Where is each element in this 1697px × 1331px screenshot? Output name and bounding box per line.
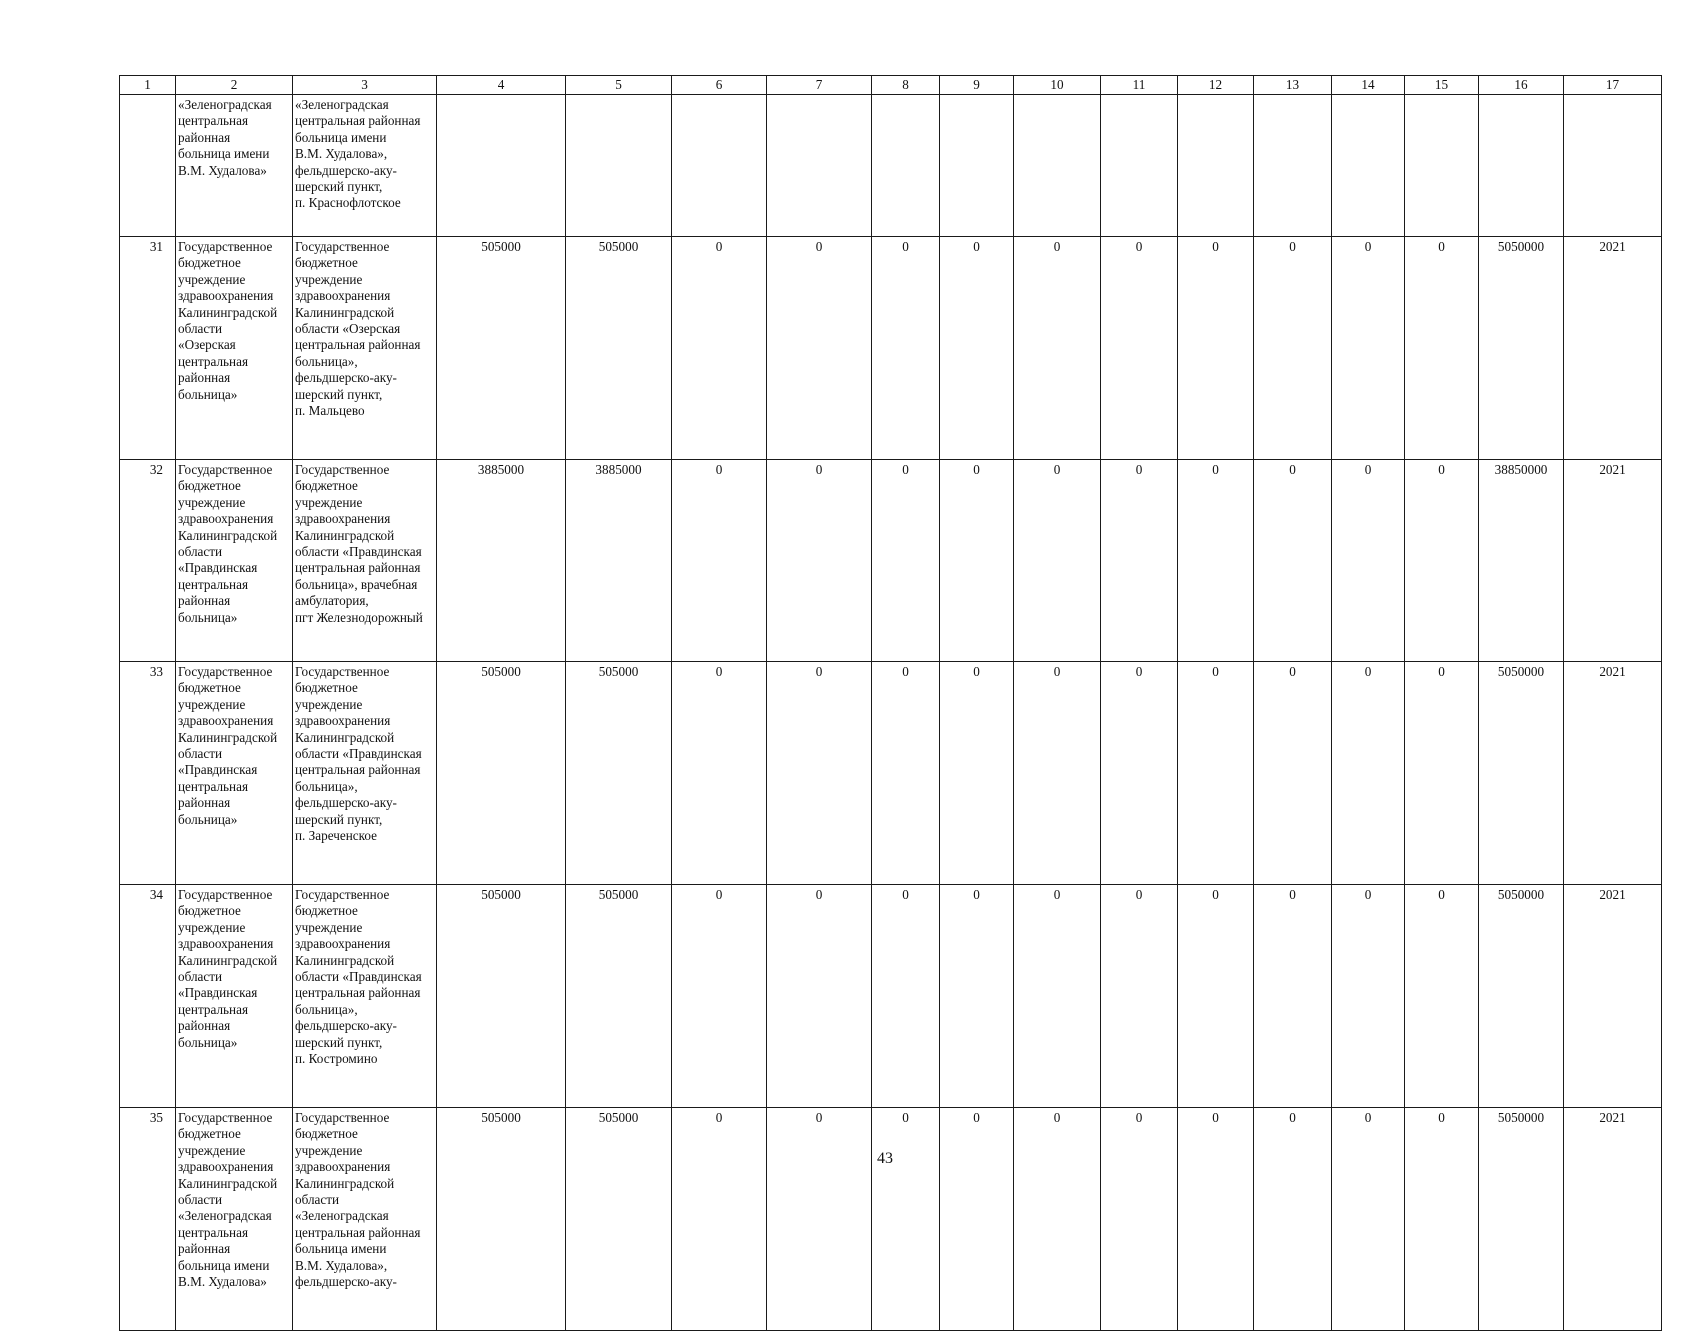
table-cell: 0 [1254,885,1332,1108]
table-cell [1254,95,1332,237]
table-cell: 2021 [1564,460,1662,662]
table-cell: 0 [1101,460,1178,662]
column-header-1: 1 [120,76,176,95]
table-cell: 0 [872,662,940,885]
table-cell [1014,95,1101,237]
table-cell: 0 [1405,662,1479,885]
column-header-10: 10 [1014,76,1101,95]
table-cell: 0 [767,237,872,460]
table-cell: 0 [1101,662,1178,885]
column-header-11: 11 [1101,76,1178,95]
table-cell: 0 [1178,237,1254,460]
table-row [120,460,1662,662]
table-cell: Государственное бюджетное учреждение здравоохранения Калининградской области «Озерская центральная районная больница» [176,237,293,460]
table-cell: 505000 [437,1108,566,1331]
table-cell: 0 [1014,885,1101,1108]
column-header-8: 8 [872,76,940,95]
table-cell: 0 [1014,662,1101,885]
table-cell: 0 [872,1108,940,1331]
table-cell: 5050000 [1479,662,1564,885]
table-body [120,95,1662,1331]
table-cell: 0 [1405,460,1479,662]
table-cell: 0 [872,237,940,460]
column-header-3: 3 [293,76,437,95]
table-cell: 505000 [437,885,566,1108]
table-cell [1332,95,1405,237]
table-cell: 0 [940,237,1014,460]
table-cell [940,95,1014,237]
table-cell: 0 [1178,1108,1254,1331]
table-cell [767,95,872,237]
table-cell: 0 [1178,885,1254,1108]
table-cell: 0 [1405,1108,1479,1331]
column-header-15: 15 [1405,76,1479,95]
table-cell: 0 [767,1108,872,1331]
table-cell: «Зеленоградская центральная районная больница имени В.М. Худалова» [176,95,293,237]
column-header-14: 14 [1332,76,1405,95]
table-cell: 0 [940,460,1014,662]
table-cell: Государственное бюджетное учреждение здравоохранения Калининградской области «Правдинская центральная районная больница» [176,662,293,885]
table-cell: 0 [1101,1108,1178,1331]
table-cell: 5050000 [1479,237,1564,460]
table-cell: Государственное бюджетное учреждение здравоохранения Калининградской области «Озерская центральная районная больница», фельдшерско-аку- шерский пункт, п. Мальцево [293,237,437,460]
table-cell: 0 [1332,460,1405,662]
table-cell: 0 [1405,885,1479,1108]
table-cell: 0 [1014,237,1101,460]
table-cell: 0 [872,460,940,662]
table-cell: 2021 [1564,885,1662,1108]
table-cell: Государственное бюджетное учреждение здравоохранения Калининградской области «Правдинская центральная районная больница» [176,885,293,1108]
table-cell: 0 [1332,885,1405,1108]
column-header-2: 2 [176,76,293,95]
table-cell: 0 [1332,1108,1405,1331]
column-header-12: 12 [1178,76,1254,95]
column-header-9: 9 [940,76,1014,95]
table-cell: 2021 [1564,237,1662,460]
table-row [120,662,1662,885]
table-cell: Государственное бюджетное учреждение здравоохранения Калининградской области «Зеленоградская центральная районная больница имени В.М. Худалова», фельдшерско-аку- [293,1108,437,1331]
table-cell: 35 [120,1108,176,1331]
table-cell: 0 [767,460,872,662]
table-header [120,76,1662,95]
table-row [120,885,1662,1108]
table-cell: 0 [940,885,1014,1108]
table-cell: 2021 [1564,662,1662,885]
table-cell: 0 [1332,237,1405,460]
page-number: 43 [877,1150,893,1167]
column-header-6: 6 [672,76,767,95]
table-cell [1405,95,1479,237]
table-cell: 32 [120,460,176,662]
table-cell: 505000 [566,237,672,460]
column-header-16: 16 [1479,76,1564,95]
data-table [119,75,1662,1331]
table-cell [120,95,176,237]
column-header-4: 4 [437,76,566,95]
table-cell: 0 [1101,885,1178,1108]
table-cell: 0 [767,885,872,1108]
table-cell: 34 [120,885,176,1108]
table-cell: 0 [672,662,767,885]
table-cell: 505000 [437,237,566,460]
table-cell: Государственное бюджетное учреждение здравоохранения Калининградской области «Правдинская центральная районная больница», врачебная амбулатория, пгт Железнодорожный [293,460,437,662]
table-cell: 0 [872,885,940,1108]
table-cell [872,95,940,237]
table-cell: Государственное бюджетное учреждение здравоохранения Калининградской области «Правдинская центральная районная больница», фельдшерско-аку- шерский пункт, п. Костромино [293,885,437,1108]
table-cell: Государственное бюджетное учреждение здравоохранения Калининградской области «Правдинская центральная районная больница», фельдшерско-аку- шерский пункт, п. Зареченское [293,662,437,885]
table-cell: 3885000 [437,460,566,662]
table-row [120,1108,1662,1331]
table-cell: 38850000 [1479,460,1564,662]
table-cell: «Зеленоградская центральная районная больница имени В.М. Худалова», фельдшерско-аку- шерский пункт, п. Краснофлотское [293,95,437,237]
table-cell [1564,95,1662,237]
table-cell [1479,95,1564,237]
table-cell: 0 [940,662,1014,885]
table-cell: 505000 [566,662,672,885]
table-cell: 0 [672,460,767,662]
table-cell: 0 [940,1108,1014,1331]
table-cell [566,95,672,237]
table-cell: 0 [1254,662,1332,885]
table-cell: 0 [1254,237,1332,460]
table-cell: 0 [1254,1108,1332,1331]
table-cell: 0 [1014,1108,1101,1331]
table-cell: 0 [1101,237,1178,460]
column-header-5: 5 [566,76,672,95]
header-row [120,76,1662,95]
table-cell [437,95,566,237]
table-cell: 0 [672,237,767,460]
table-cell: 2021 [1564,1108,1662,1331]
table-cell: 505000 [566,1108,672,1331]
table-cell: 5050000 [1479,1108,1564,1331]
column-header-13: 13 [1254,76,1332,95]
table-cell: 0 [672,885,767,1108]
column-header-7: 7 [767,76,872,95]
table-row [120,95,1662,237]
table-cell: 33 [120,662,176,885]
table-cell: 0 [1254,460,1332,662]
table-cell: 0 [1178,460,1254,662]
table-cell: 0 [1332,662,1405,885]
table-cell: 0 [1405,237,1479,460]
table-cell [672,95,767,237]
table-cell: 5050000 [1479,885,1564,1108]
column-header-17: 17 [1564,76,1662,95]
table-cell: 0 [1014,460,1101,662]
table-cell: 0 [767,662,872,885]
table-cell: Государственное бюджетное учреждение здравоохранения Калининградской области «Зеленоградская центральная районная больница имени В.М. Худалова» [176,1108,293,1331]
table-cell: 3885000 [566,460,672,662]
table-cell: 0 [672,1108,767,1331]
table-cell [1101,95,1178,237]
table-cell: Государственное бюджетное учреждение здравоохранения Калининградской области «Правдинская центральная районная больница» [176,460,293,662]
table-cell [1178,95,1254,237]
table-cell: 505000 [566,885,672,1108]
table-row [120,237,1662,460]
table-cell: 31 [120,237,176,460]
table-cell: 0 [1178,662,1254,885]
table-cell: 505000 [437,662,566,885]
